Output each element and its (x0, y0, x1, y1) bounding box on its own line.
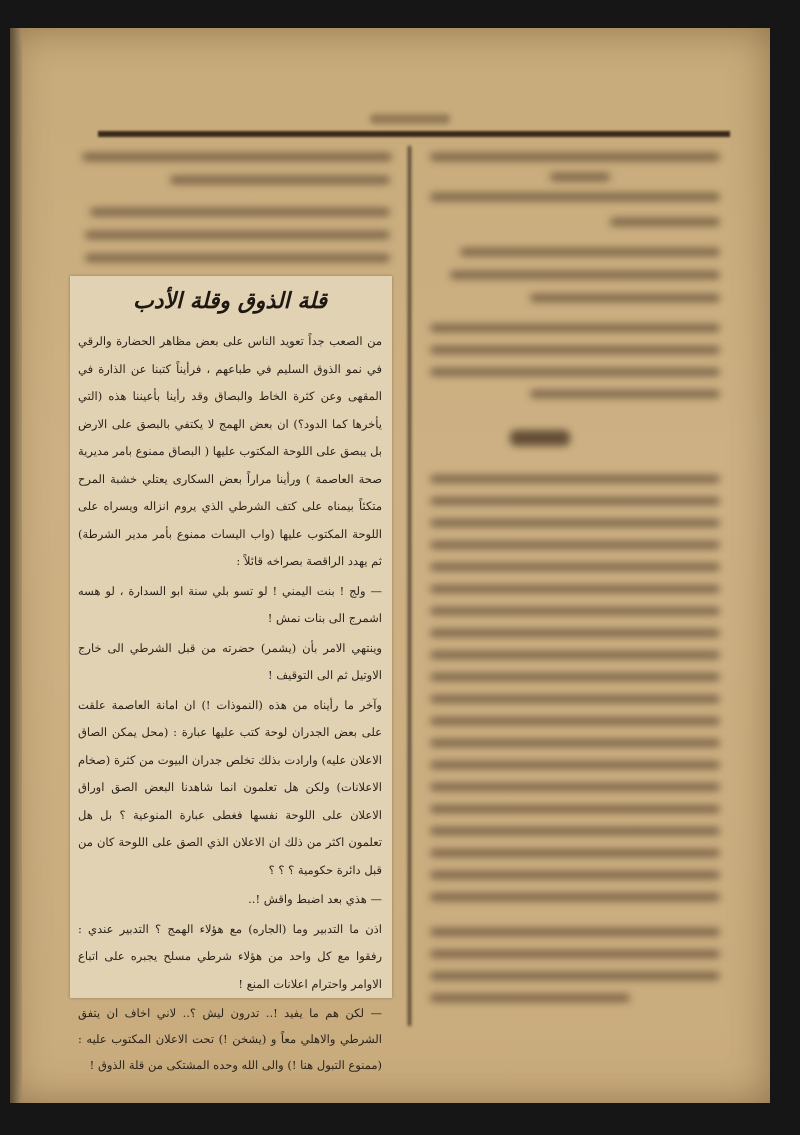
article-paragraph: اذن ما التدبير وما (الجاره) مع هؤلاء الهمج ؟ التدبير عندي : رفقوا مع كل واحد من هؤلاء شرطي مسلح يجبره على اتباع الاوامر واحترام اعلانات المنع ! (78, 921, 382, 991)
blurred-text-line (430, 193, 720, 201)
blurred-text-line (610, 218, 720, 226)
article-title: قلة الذوق وقلة الأدب (132, 288, 327, 314)
blurred-text-line (430, 541, 720, 549)
blurred-text-line (530, 390, 720, 398)
blurred-text-line (430, 651, 720, 659)
blurred-text-line (430, 497, 720, 505)
blurred-text-line (430, 475, 720, 483)
header-rule (98, 131, 730, 137)
blurred-text-line (430, 673, 720, 681)
blurred-heading (510, 430, 570, 446)
blurred-text-line (430, 928, 720, 936)
blurred-text-line (430, 950, 720, 958)
blurred-text-line (430, 717, 720, 725)
blurred-text-line (430, 849, 720, 857)
article-clipping (70, 276, 392, 1072)
article-paragraph: وآخر ما رأيناه من هذه (النموذات !) ان امانة العاصمة علقت على بعض الجدران لوحة كتب عليها عبارة : (محل يمكن الصاق الاعلان عليه) وارادت بذلك تخلص جدران البيوت من كثرة (صخام الاعلانات) ولكن هل تعلمون انما شاهدنا البعض الصق اوراق الاعلان على اللوحة نفسها فغطى عبارة المنوعية ؟ بل هل تعلمون اكثر من ذلك ان الاعلان الذي الصق على اللوحة كان من قبل دائرة حكومية ؟ ؟ ؟ (78, 697, 382, 877)
blurred-text-line (85, 254, 390, 262)
blurred-text-line (430, 761, 720, 769)
blurred-text-line (430, 695, 720, 703)
article-paragraph: وينتهي الامر بأن (يشمر) حضرته من قبل الشرطي الى خارج الاوتيل ثم الى التوقيف ! (78, 640, 382, 682)
blurred-text-line (430, 563, 720, 571)
blurred-text-line (430, 739, 720, 747)
column-divider (408, 146, 411, 1026)
blurred-text-line (430, 346, 720, 354)
blurred-text-line (85, 231, 390, 239)
article-paragraph: — لكن هم ما يفيد !.. تدرون ليش ؟.. لاني اخاف ان يتفق الشرطي والاهلي معاً و (يشخن !) تحت الاعلان المكتوب عليه : (ممنوع التبول هنا !) والى الله وحده المشتكى من قلة الذوق ! (78, 1006, 382, 1072)
blurred-text-line (430, 783, 720, 791)
blurred-text-line (430, 972, 720, 980)
blurred-text-line (82, 153, 392, 161)
blurred-text-line (430, 871, 720, 879)
blurred-text-line (170, 176, 390, 184)
blurred-text-line (430, 519, 720, 527)
page-binding-edge (10, 28, 22, 1103)
blurred-text-line (430, 893, 720, 901)
blurred-text-line (450, 271, 720, 279)
running-header (370, 114, 450, 124)
article-paragraph: — هذي بعد اضبط واقش !.. (248, 892, 382, 906)
blurred-text-line (430, 368, 720, 376)
blurred-text-line (550, 173, 610, 181)
blurred-text-line (430, 827, 720, 835)
article-paragraph: — ولج ! بنت اليمني ! لو تسو بلي سنة ابو السدارة ، لو هسه اشمرج الى بنات نمش ! (78, 583, 382, 625)
blurred-text-line (430, 607, 720, 615)
blurred-text-line (430, 585, 720, 593)
blurred-text-line (530, 294, 720, 302)
blurred-text-line (430, 994, 630, 1002)
article-paragraph: من الصعب جداً تعويد الناس على بعض مظاهر الحضارة والرقي في نمو الذوق السليم في طباعهم ، فرأيناً كتبنا عن الذارة في المقهى وعن كثرة الخاط والبصاق وقد رأينا بأعيننا هذه (التي يأخرها كما الدود؟) ان بعض الهمج لا يكتفي بالبصق على الارض بل يبصق على اللوحة المكتوب عليها ( البصاق ممنوع بامر مديرية صحة العاصمة ) ورأينا مراراً بعض السكارى يعتلي خشبة المرح متكئاً بيمناه على كتف الشرطي الذي يروم انزاله ويسراه على اللوحة المكتوب عليها (واب اليسات ممنوع بأمر مدير الشرطة) ثم يهدد الراقصة بصراخه قائلاً : (77, 334, 382, 568)
blurred-text-line (430, 324, 720, 332)
blurred-text-line (430, 629, 720, 637)
blurred-text-line (430, 153, 720, 161)
blurred-text-line (430, 805, 720, 813)
blurred-text-line (90, 208, 390, 216)
blurred-text-line (460, 248, 720, 256)
